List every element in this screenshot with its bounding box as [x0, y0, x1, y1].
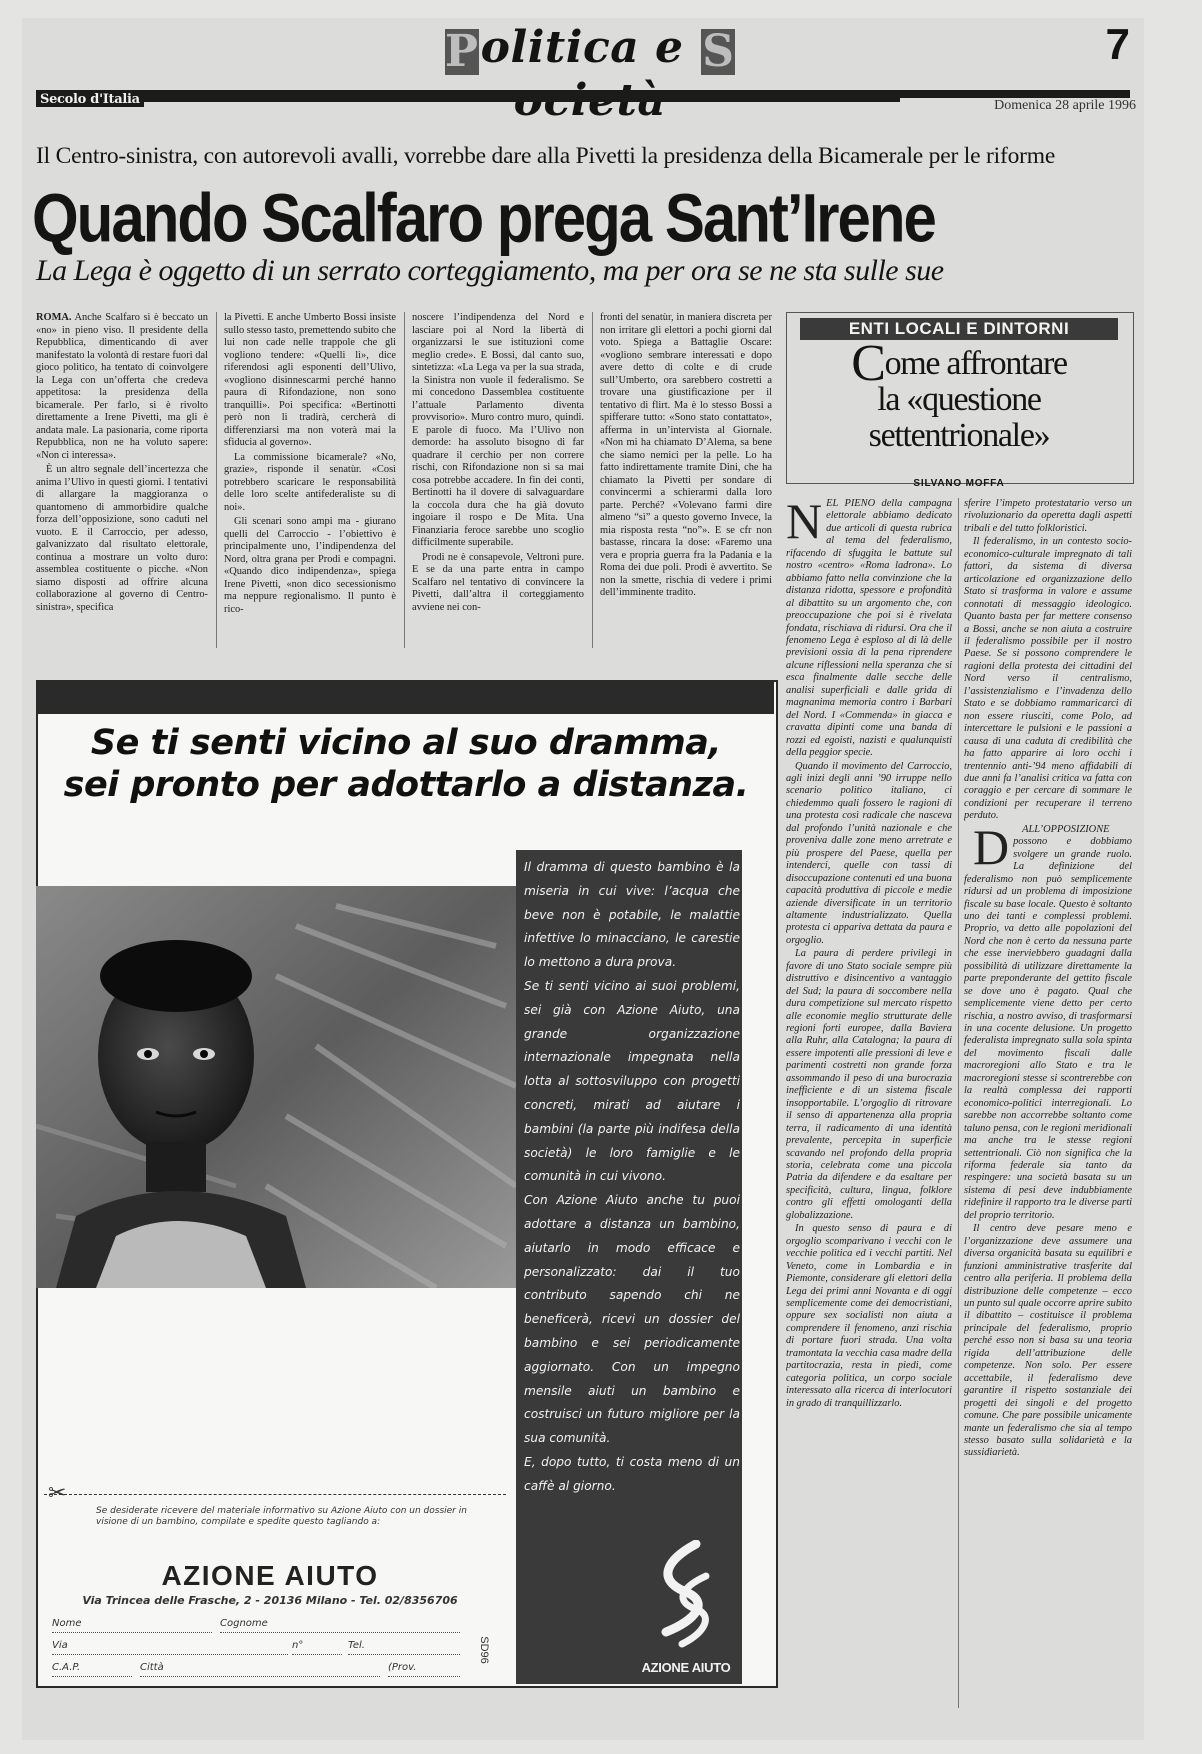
article-paragraph: Gli scenari sono ampi ma - giurano quelli del Carroccio - l’obiettivo è principalmente uno, l’indipendenza del Nord, oltra grana per Prodi e compagni. «Quando dico indipendenza», spiega Irene Pivetti, «non dico secessionismo ma neppure regionalismo. Il punto è rico-	[224, 516, 396, 615]
ad-logo-text: AZIONE AIUTO	[641, 1660, 731, 1675]
coupon-field-cognome[interactable]: Cognome	[220, 1618, 460, 1633]
side-paragraph	[964, 818, 1132, 1223]
coupon-field-via[interactable]: Via	[52, 1640, 288, 1655]
side-feature-title	[800, 335, 1118, 454]
ad-child-photo	[36, 886, 516, 1288]
side-paragraph: La paura di perdere privilegi in favore di uno Stato sociale sempre più distruttivo e disincentivo a vantaggio del Sud; la paura di soccombere nella dura competizione sul mercato rispetto alle economie meglio strutturate delle regioni forti europee, dalla Baviera alla Ruhr, alla Catalogna; la paura di essere impotenti alle pressioni di leve e parimenti costretti non grande forza assommando il peso di una burocrazia inefficiente e di un sistema fiscale insopportabile. L’orgoglio di ritrovare il senso di appartenenza alla propria terra, il radicamento di una identità prevalente, percepita in superficie scavando nel profondo della propria storia, celebrata come una piccola Patria da difendere e da esaltare per specificità, cultura, lingua, folklore contro gli effetti omologanti della globalizzazione.	[786, 948, 952, 1221]
side-paragraph	[786, 498, 952, 760]
article-headline: Quando Scalfaro prega Sant’Irene	[32, 179, 935, 257]
article-column-3	[412, 312, 584, 650]
ad-headline-line-2: sei pronto per adottarlo a distanza.	[63, 765, 749, 805]
coupon-field-cap[interactable]: C.A.P.	[52, 1662, 132, 1677]
section-title	[380, 22, 800, 92]
article-paragraph	[36, 312, 208, 462]
side-paragraph: Quando il movimento del Carroccio, agli inizi degli anni ’90 irruppe nello scenario politico italiano, ci chiedemmo quali fossero le ragioni di una protesta così radicale che nasceva dal profondo l’unità nazionale e che proveniva dalle zone meno arretrate e più prospere del Paese, quella per intenderci, quelle con tassi di disoccupazione contenuti ed una buona capacità produttiva di piccole e medie aziende diversificate in un territorio altamente industrializzato. Quella protesta ci appariva dettata da paura e orgoglio.	[786, 760, 952, 946]
article-kicker: Il Centro-sinistra, con autorevoli avalli, vorrebbe dare alla Pivetti la presidenza della Bicamerale per le riforme	[36, 143, 1056, 169]
ad-headline-line-1: Se ti senti vicino al suo dramma,	[90, 723, 722, 763]
coupon-field-prov[interactable]: (Prov.	[388, 1662, 460, 1677]
coupon-field-nome[interactable]: Nome	[52, 1618, 212, 1633]
side-feature-column-2	[964, 498, 1132, 1710]
title-line-3: settentrionale»	[868, 417, 1050, 454]
ad-body-text	[524, 856, 740, 1499]
dropcap: N	[786, 498, 823, 549]
coupon-intro: Se desiderate ricevere del materiale informativo su Azione Aiuto con un dossier in visione di un bambino, compilate e spedite questo tagliando a:	[96, 1506, 467, 1527]
title-line-1: ome affrontare	[884, 345, 1067, 382]
article-column-1	[36, 312, 208, 650]
coupon-field-tel[interactable]: Tel.	[348, 1640, 460, 1655]
section-title-part-1: olitica e	[480, 22, 700, 73]
title-initial: C	[851, 335, 885, 392]
article-subhead: La Lega è oggetto di un serrato corteggiamento, ma per ora se ne sta sulle sue	[36, 254, 944, 287]
newspaper-name: Secolo d'Italia	[36, 92, 144, 107]
paragraph-text: Anche Scalfaro si è beccato un «no» in pieno viso. Il presidente della Repubblica, dimenticando di aver manifestato la volontà di restare fuori dal gioco politico, ha tentato di coinvolgere la Lega con un’offerta che credeva appetitosa: la presidenza della bicamerale. Per farlo, si è rivolto direttamente a Irene Pivetti, ma gli è andata male. La pasionaria, come riporta Repubblica, non ne ha voluto sapere: «Non ci interessa».	[36, 312, 208, 461]
dropcap: D	[973, 818, 1010, 875]
coupon-code: SD96	[477, 1636, 490, 1664]
column-divider	[958, 498, 959, 1708]
side-paragraph: Il centro deve pesare meno e l’organizzazione deve assumere una diversa organicità basata su equilibri e funzioni amministrative trasferite dal centro alla periferia. Il problema della distribuzione delle competenze – ecco un punto sul quale occorre aprire subito il dibattito – costituisce il problema principale del federalismo, proprio perché esso non si basa su una teoria rigida dell’attribuzione delle competenze. Non solo. Per essere accettabile, il federalismo deve garantire il rispetto sostanziale dei progetti dei singoli e del progetto comune. Che pare possibile unicamente mante un federalismo che sia al tempo stesso basato sulla solidarietà e la sussidiarietà.	[964, 1223, 1132, 1459]
article-paragraph: la Pivetti. E anche Umberto Bossi insiste sullo stesso tasto, premettendo subito che lui non cade nelle trappole che gli vogliono tendere: «Quelli lì», dice riferendosi agli esponenti dell’Ulivo, «vogliono disinnescarmi perché hanno paura di Rifondazione, non sono tranquilli». Poi specifica: «Bertinotti però non li tradirà, cercherà di differenziarsi ma non voterà mai la sfiducia al governo».	[224, 312, 396, 448]
coupon-field-citta[interactable]: Città	[140, 1662, 380, 1677]
page-number: 7	[1105, 20, 1130, 69]
side-paragraph: sferire l’impeto protestatario verso un rivoluzionario da operetta dagli aspetti tribali e del tutto folkloristici.	[964, 498, 1132, 534]
ad-headline	[44, 722, 768, 806]
article-column-2	[224, 312, 396, 650]
child-portrait-illustration	[36, 886, 516, 1288]
paragraph-text: ALL’OPPOSIZIONE possono e dobbiamo svolgere un grande ruolo. La definizione del federalismo non può semplicemente ridursi ad un problema di imposizione fiscale su base locale. Questo è soltanto uno dei tanti e complessi problemi. Proprio, va detto alle popolazioni del Nord che non è certo da nessuna parte che esse inerviebbero guadagni dalla possibilità di utilizzare direttamente la parte preponderante del gettito fiscale se dove uno è pagato. Qual che semplicemente viene detto per certo rischia, a nostro avviso, di trasformarsi in una cocente delusione. Un progetto federalista impregnato sulla sola spinta del movimento fiscali dalle macroregioni allo Stato e tra le macroregioni stesse si scontrerebbe con la realtà complessa dei rapporti economico-politici interregionali. Lo sarebbe non accorrebbe soltanto come taluno pensa, con le regioni meridionali ma anche tra le stesse regioni settentrionali. Ciò non significa che la riforma federale sia tanto da respingere: una società basata su un sistema di pesi deve indubbiamente ridefinire il rapporto tra le diverse parti del proprio territorio.	[964, 823, 1132, 1221]
coupon-organization: AZIONE AIUTO	[161, 1560, 379, 1591]
ad-paragraph: E, dopo tutto, ti costa meno di un caffè al giorno.	[524, 1454, 740, 1493]
ad-paragraph: Con Azione Aiuto anche tu puoi adottare a distanza un bambino, aiutarlo in modo efficace e personalizzato: dai il tuo contributo sapendo chi ne beneficerà, ricevi un dossier del bambino e sei periodicamente aggiornato. Con un impegno mensile aiuti un bambino e costruisci un futuro migliore per la sua comunità.	[524, 1193, 740, 1446]
section-initial-s: S	[702, 26, 735, 77]
title-line-2: la «questione	[877, 381, 1041, 418]
side-feature-column-1	[786, 498, 952, 1710]
azione-aiuto-logo-icon	[646, 1540, 718, 1652]
dateline: ROMA.	[36, 312, 72, 323]
article-paragraph: fronti del senatùr, in maniera discreta per non irritare gli elettori a pochi giorni dal voto. Spiega a Battaglie Oscare: «vogliono sembrare interessati e dopo avere detto di colte e di crude sull’Umberto, ora sarebbero costretti a trovare una giustificazione per il tentativo di flirt. Ma è lo stesso Bossi a spifferare tutto: «Sono stato contattato», afferma in un’intervista al Giornale. «Non mi ha chiamato D’Alema, sa bene che siamo nemici per la pelle. Lo ha fatto indirettamente tramite Dini, che ha chiamato la Pivetti per sondare di convincermi a schierarmi dalla loro parte. Perché? «Volevano farmi dire almeno “sì” a questo governo Invece, la mia risposta resta “no”». E se cfr non bastasse, rincara la dose: «Faremo una vera e propria guerra fra la Padania e la Roma dei due poli. Prodi è avvertito. Se non la smette, rischia di vedere i primi dell’imminente tradito.	[600, 312, 772, 598]
side-feature-author: SILVANO MOFFA	[913, 478, 1005, 489]
section-initial-p: P	[444, 26, 479, 77]
ad-top-band	[36, 680, 774, 714]
side-feature-banner: ENTI LOCALI E DINTORNI	[800, 318, 1118, 340]
column-divider	[404, 312, 405, 648]
coupon-address: Via Trincea delle Frasche, 2 - 20136 Milano - Tel. 02/8356706	[82, 1594, 458, 1607]
column-divider	[592, 312, 593, 648]
article-column-4	[600, 312, 772, 650]
paragraph-text: EL PIENO della campagna elettorale abbiamo dedicato due articoli di questa rubrica al tema del federalismo, rifacendo di sfuggita le battute sul nostro «centro» «Roma ladrona». Lo abbiamo fatto nella convinzione che la distanza ridotta, spessore e profondità al dibattito su un argomento che, con preoccupazione che poi si è rivelata fondata, rischiava di ridursi. Ora che il fenomeno Lega è esploso al di là delle previsioni ossia di la pena riprendere alcune riflessioni nella speranza che si esca finalmente dalle secche delle analisi superficiali e dalle grida di magnanima memoria contro i Barbari del Nord. I «Commenda» in giacca e cravatta dipinti come una banda di rozzi ed egoisti, nazisti e qualunquisti della peggior specie.	[786, 498, 952, 759]
scissors-icon: ✂	[48, 1480, 67, 1505]
coupon-field-numero[interactable]: n°	[292, 1640, 342, 1655]
ad-paragraph: Se ti senti vicino ai suoi problemi, sei già con Azione Aiuto, una grande organizzazione internazionale impegnata nella lotta al sottosviluppo con progetti concreti, mirati ad aiutare i bambini (la parte più indifesa della società) le loro famiglie e le comunità in cui vivono.	[524, 978, 740, 1184]
article-paragraph: noscere l’indipendenza del Nord e lasciare poi al Nord la libertà di organizzarsi le sue istituzioni come meglio crede». E Bossi, dal canto suo, sintetizza: «La Lega va per la sua strada, la Sinistra non vuole il federalismo. Se mi concedono Dassemblea costituente l’attuale Parlamento diventa provvisorio». Muro contro muro, quindi. E parole di fuoco. Ma l’Ulivo non demorde: ha assoluto bisogno di far quadrare il cerchio per non correre rischi, con Rifondazione non si sa mai cosa potrebbe accadere. In fin dei conti, Bertinotti ha il dovere di salvaguardare la coccola dura che ha già dovuto ingoiare il rospo e De Mita. Una Finanziaria feroce sarebbe uno scoglio difficilmente superabile.	[412, 312, 584, 548]
article-paragraph: Prodi ne è consapevole, Veltroni pure. E se da una parte entra in campo Scalfaro nel tentativo di convincere la Pivetti, dall’altra il corteggiamento avviene nei con-	[412, 551, 584, 613]
issue-date: Domenica 28 aprile 1996	[900, 98, 1136, 114]
side-paragraph: In questo senso di paura e di orgoglio scomparivano i vecchi con le vecchie politica ed i vecchi partiti. Nel Veneto, come in Lombardia e in Piemonte, considerare gli elettori della Lega dei primi anni Novanta e di oggi semplicemente come dei democristiani, oppure sex socialisti non aiuta a comprendere il fenomeno, anzi rischia di portare fuori strada. Una volta tramontata la vecchia casa madre della partitocrazia, resta in piedi, come categoria politica, un corpo sociale interessato alla ricerca di interlocutori in grado di tranquillizzarlo.	[786, 1223, 952, 1409]
column-divider	[216, 312, 217, 648]
ad-paragraph: Il dramma di questo bambino è la miseria in cui vive: l’acqua che beve non è potabile, le malattie infettive lo minacciano, le carestie lo mettono a dura prova.	[524, 860, 740, 970]
side-paragraph: Il federalismo, in un contesto socio-economico-culturale impregnato di tali fattori, da sistema di diversa articolazione ed organizzazione dello Stato si trasforma in valore e assume connotati di messaggio ideologico. Quanto basta per far mettere consenso a Bossi, anche se non aiuta a costruire il federalismo possibile per il nostro Paese. Se si possono comprendere le ragioni della protesta dei cittadini del Nord verso il centralismo, l’assistenzialismo e l’invadenza dello Stato e se dobbiamo rammaricarci di non essere riusciti, come Polo, ad intercettare le pulsioni e le passioni a causa di una caduta di credibilità che ha fatto apparire ai loro occhi i trentennio anti-’94 meno affidabili di due anni fa l’analisi critica va fatta con coraggio e per cercare di sommare le condizioni per recuperare il terreno perduto.	[964, 536, 1132, 822]
article-paragraph: La commissione bicamerale? «No, grazie», risponde il senatùr. «Così potrebbero scaricare le responsabilità delle loro scelte antifederaliste su di noi».	[224, 451, 396, 513]
article-paragraph: È un altro segnale dell’incertezza che anima l’Ulivo in questi giorni. I tentativi di allargare la maggioranza o quantomeno di ammorbidire qualche forza dell’opposizione, sono caduti nel vuoto. E il Carroccio, per adesso, galvanizzato dal risultato elettorale, continua a mostrare un volto duro: assemblea costituente o picche. «Non siamo disposti ad offrire alcuna collaborazione al governo di Centro-sinistra», specifica	[36, 464, 208, 613]
